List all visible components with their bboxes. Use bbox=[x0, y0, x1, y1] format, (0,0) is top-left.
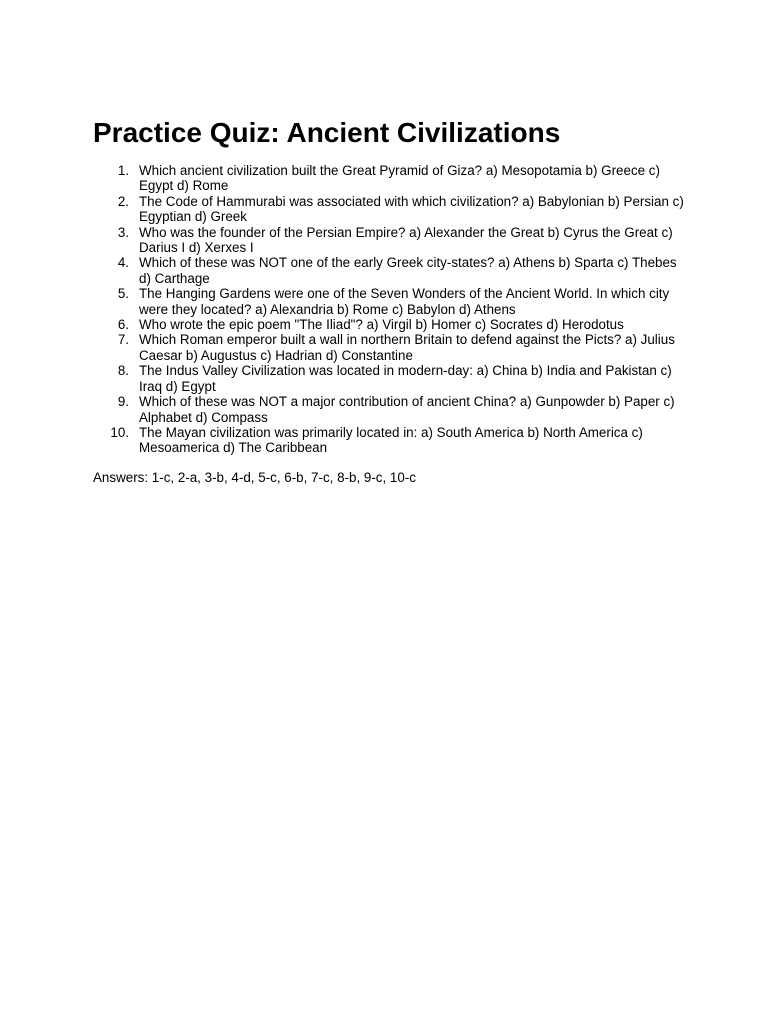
question-number: 10. bbox=[110, 424, 129, 440]
question-text: Which of these was NOT a major contribution of ancient China? a) Gunpowder b) Paper c) Alphabet d) Compass bbox=[139, 394, 675, 425]
question-item bbox=[117, 163, 684, 194]
question-item bbox=[117, 193, 684, 225]
question-text: The Hanging Gardens were one of the Seven Wonders of the Ancient World. In which city were they located? a) Alexandria b) Rome c) Babylon d) Athens bbox=[139, 286, 670, 317]
question-number: 6. bbox=[117, 317, 129, 333]
question-text: The Code of Hammurabi was associated with which civilization? a) Babylonian b) Persian c) Egyptian d) Greek bbox=[139, 193, 684, 225]
question-text: Which of these was NOT one of the early Greek city-states? a) Athens b) Sparta c) Thebes d) Carthage bbox=[139, 255, 677, 286]
question-item bbox=[117, 255, 684, 286]
question-text: Who wrote the epic poem "The Iliad"? a) Virgil b) Homer c) Socrates d) Herodotus bbox=[139, 317, 624, 333]
question-text: The Indus Valley Civilization was located in modern-day: a) China b) India and Pakistan c) Iraq d) Egypt bbox=[139, 363, 672, 394]
question-item bbox=[117, 317, 684, 333]
question-number: 3. bbox=[117, 224, 129, 240]
question-text: Which Roman emperor built a wall in northern Britain to defend against the Picts? a) Julius Caesar b) Augustus c) Hadrian d) Constantine bbox=[139, 332, 675, 363]
question-number: 2. bbox=[117, 193, 129, 209]
question-number: 4. bbox=[117, 255, 129, 271]
question-number: 5. bbox=[117, 286, 129, 302]
question-item bbox=[110, 424, 684, 456]
question-number: 7. bbox=[117, 332, 129, 348]
question-item bbox=[117, 286, 684, 317]
question-text: The Mayan civilization was primarily located in: a) South America b) North America c) Mesoamerica d) The Caribbean bbox=[139, 424, 643, 456]
question-number: 8. bbox=[117, 363, 129, 379]
answer-key: Answers: 1-c, 2-a, 3-b, 4-d, 5-c, 6-b, 7-c, 8-b, 9-c, 10-c bbox=[93, 470, 416, 485]
question-text: Who was the founder of the Persian Empire? a) Alexander the Great b) Cyrus the Great c) Darius I d) Xerxes I bbox=[139, 224, 673, 256]
question-item bbox=[117, 363, 684, 394]
page-title: Practice Quiz: Ancient Civilizations bbox=[93, 117, 561, 148]
question-text: Which ancient civilization built the Great Pyramid of Giza? a) Mesopotamia b) Greece c) Egypt d) Rome bbox=[139, 163, 660, 194]
question-list bbox=[110, 163, 684, 456]
question-item bbox=[117, 394, 684, 425]
question-number: 9. bbox=[117, 394, 129, 410]
question-item bbox=[117, 224, 684, 256]
question-item bbox=[117, 332, 684, 363]
question-number: 1. bbox=[117, 163, 129, 178]
